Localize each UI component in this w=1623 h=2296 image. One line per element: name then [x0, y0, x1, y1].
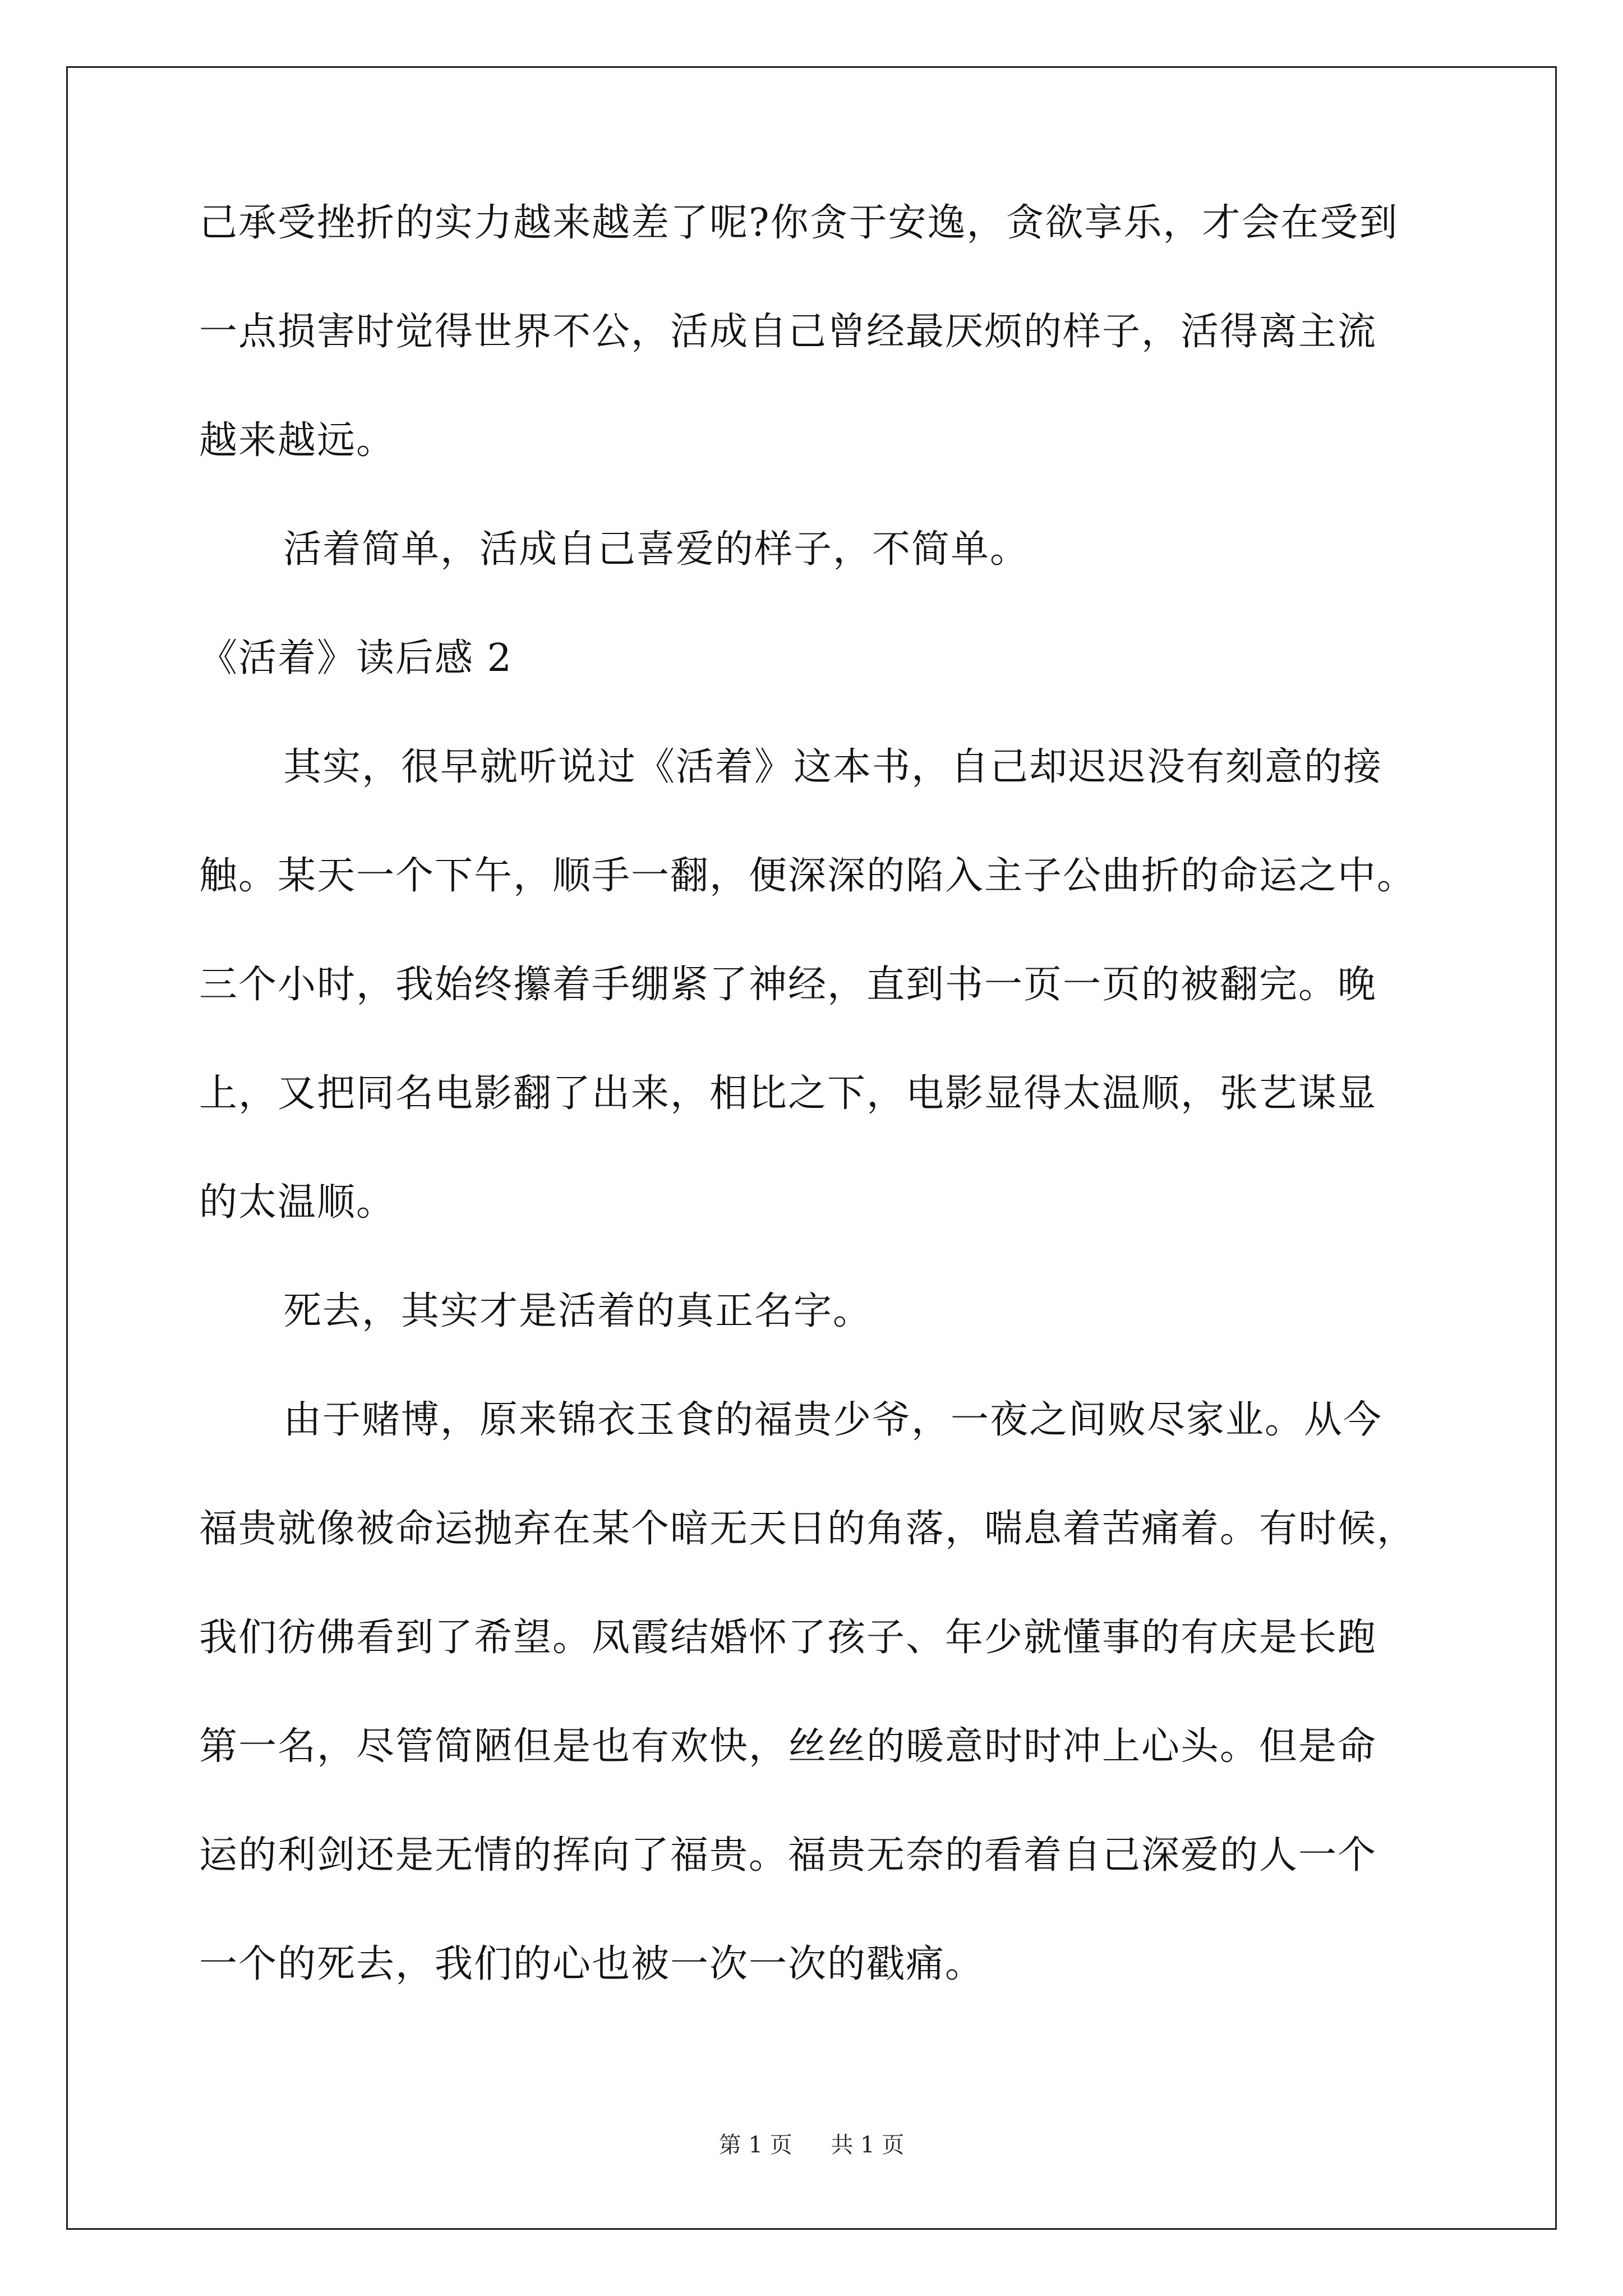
paragraph-line: 越来越远。: [199, 418, 396, 463]
document-body: [199, 202, 1427, 2052]
paragraph-line: 福贵就像被命运抛弃在某个暗无天日的角落，喘息着苦痛着。有时候，: [199, 1507, 1417, 1551]
paragraph-line: 的太温顺。: [199, 1180, 396, 1225]
section-heading: 《活着》读后感 2: [199, 636, 513, 680]
page-number: 第 1 页: [718, 2132, 792, 2158]
page-count: 共 1 页: [831, 2132, 905, 2158]
paragraph-line: 一点损害时觉得世界不公，活成自己曾经最厌烦的样子，活得离主流: [199, 310, 1377, 354]
page-footer: [0, 2132, 1623, 2159]
paragraph-line: 死去，其实才是活着的真正名字。: [283, 1289, 873, 1333]
paragraph-line: 由于赌博，原来锦衣玉食的福贵少爷，一夜之间败尽家业。从今: [283, 1398, 1383, 1442]
paragraph-line: 运的利剑还是无情的挥向了福贵。福贵无奈的看着自己深爱的人一个: [199, 1833, 1377, 1878]
paragraph-line: 我们彷佛看到了希望。凤霞结婚怀了孩子、年少就懂事的有庆是长跑: [199, 1616, 1377, 1660]
paragraph-line: 一个的死去，我们的心也被一次一次的戳痛。: [199, 1942, 985, 1986]
paragraph-line: 其实，很早就听说过《活着》这本书，自己却迟迟没有刻意的接: [283, 745, 1383, 789]
paragraph-line: 活着简单，活成自己喜爱的样子，不简单。: [283, 527, 1030, 572]
paragraph-line: 三个小时，我始终攥着手绷紧了神经，直到书一页一页的被翻完。晚: [199, 963, 1377, 1007]
paragraph-line: 己承受挫折的实力越来越差了呢?你贪于安逸，贪欲享乐，才会在受到: [199, 201, 1399, 245]
paragraph-line: 上，又把同名电影翻了出来，相比之下，电影显得太温顺，张艺谋显: [199, 1071, 1377, 1116]
paragraph-line: 第一名，尽管简陋但是也有欢快，丝丝的暖意时时冲上心头。但是命: [199, 1724, 1377, 1769]
paragraph-line: 触。某天一个下午，顺手一翻，便深深的陷入主子公曲折的命运之中。: [199, 854, 1417, 898]
